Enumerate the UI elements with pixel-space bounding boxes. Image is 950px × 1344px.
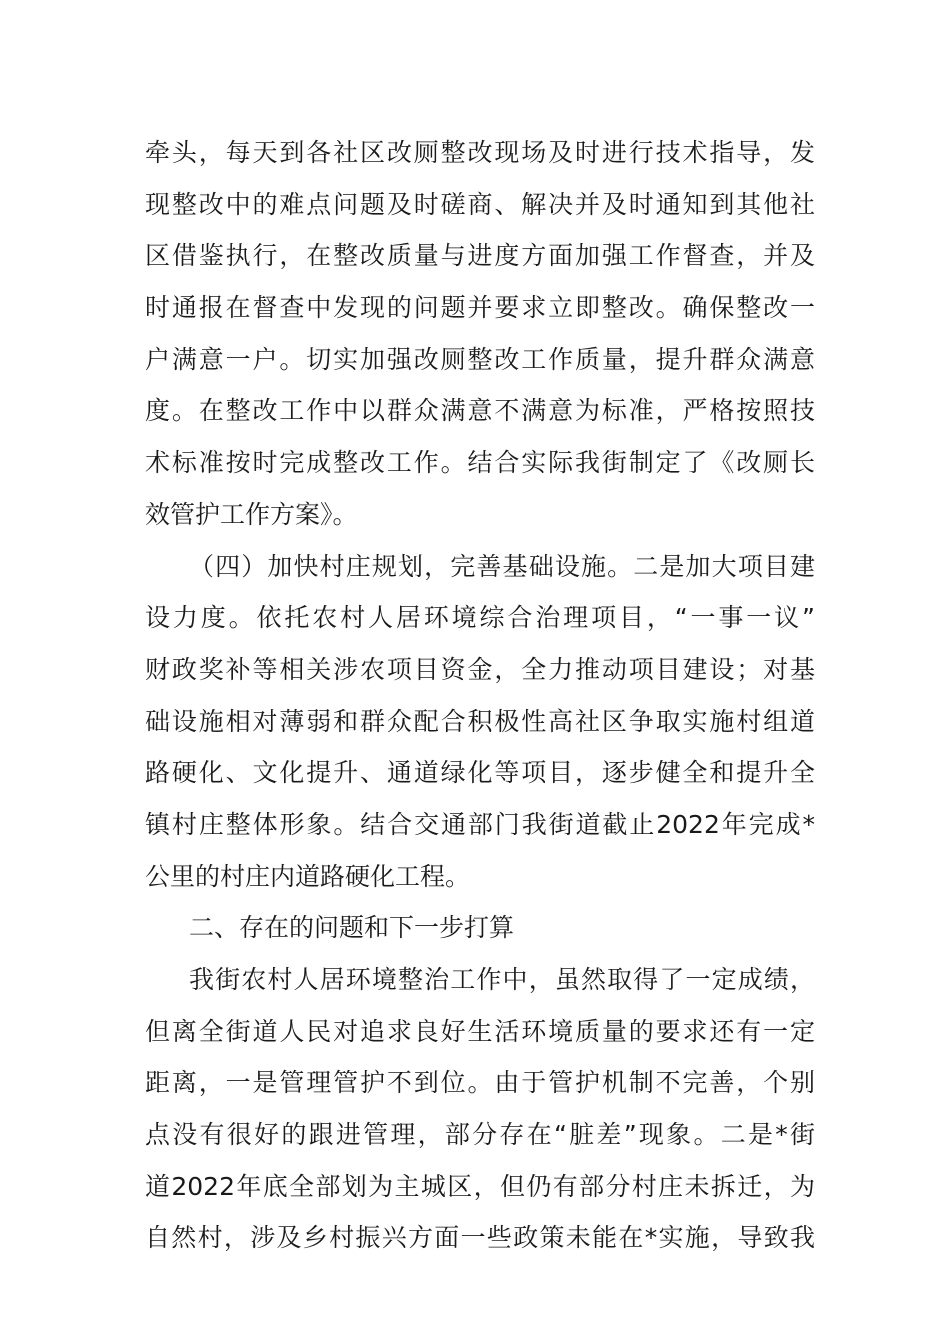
text-line: 财政奖补等相关涉农项目资金，全力推动项目建设；对基 [145,654,815,684]
text-line: 路硬化、文化提升、通道绿化等项目，逐步健全和提升全 [145,758,815,788]
text-line: 现整改中的难点问题及时磋商、解决并及时通知到其他社 [145,189,815,219]
text-line: 效管护工作方案》。 [145,499,358,529]
text-line: 础设施相对薄弱和群众配合积极性高社区争取实施村组道 [145,706,815,736]
paragraph-start-line: 我街农村人居环境整治工作中，虽然取得了一定成绩， [189,965,815,994]
text-line: 自然村，涉及乡村振兴方面一些政策未能在*实施，导致我 [145,1223,815,1253]
text-line: 镇村庄整体形象。结合交通部门我街道截止2022年完成* [145,809,816,839]
text-line: 区借鉴执行，在整改质量与进度方面加强工作督查，并及 [145,241,815,271]
text-line: 但离全街道人民对追求良好生活环境质量的要求还有一定 [145,1016,815,1046]
text-line: 户满意一户。切实加强改厕整改工作质量，提升群众满意 [145,344,815,374]
text-line: 时通报在督查中发现的问题并要求立即整改。确保整改一 [145,293,815,323]
text-line: 点没有很好的跟进管理，部分存在“脏差”现象。二是*街 [145,1120,815,1150]
text-line: 设力度。依托农村人居环境综合治理项目，“一事一议” [145,603,815,633]
paragraph-start-line: （四）加快村庄规划，完善基础设施。二是加大项目建 [189,551,815,581]
text-line: 道2022年底全部划为主城区，但仍有部分村庄未拆迁，为 [145,1171,815,1201]
document-body [145,127,815,1264]
text-line: 度。在整改工作中以群众满意不满意为标准，严格按照技 [145,396,815,426]
section-heading: 二、存在的问题和下一步打算 [189,913,515,943]
text-line: 距离，一是管理管护不到位。由于管护机制不完善，个别 [145,1068,815,1098]
text-line: 牵头，每天到各社区改厕整改现场及时进行技术指导，发 [145,138,815,167]
text-line: 公里的村庄内道路硬化工程。 [145,861,471,891]
text-line: 术标准按时完成整改工作。结合实际我街制定了《改厕长 [145,448,815,478]
